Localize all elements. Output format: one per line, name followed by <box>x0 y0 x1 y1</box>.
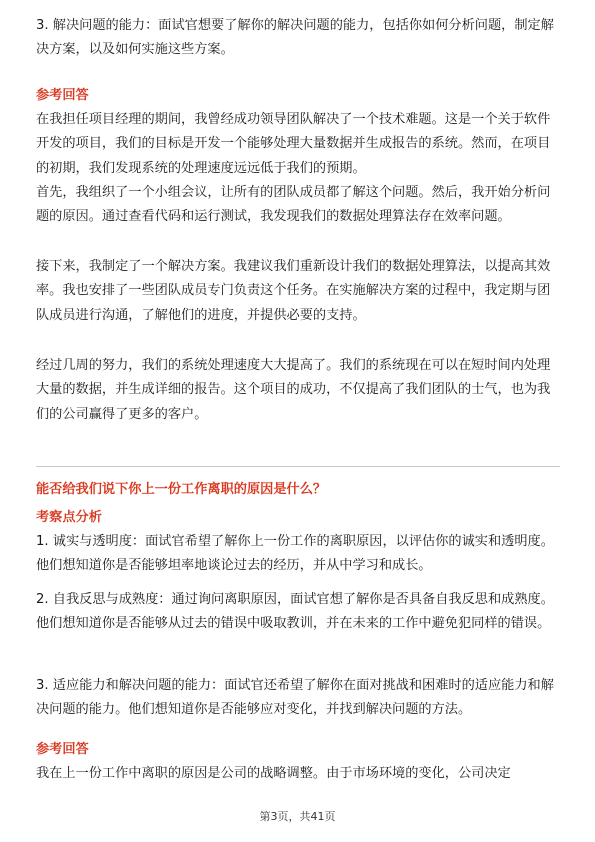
question-heading: 能否给我们说下你上一份工作离职的原因是什么？ <box>36 482 327 497</box>
criterion-item-3: 3. 解决问题的能力：面试官想要了解你的解决问题的能力，包括你如何分析问题，制定解决方案，以及如何实施这些方案。 <box>36 18 554 58</box>
page-footer: 第3页，共41页 <box>259 810 336 823</box>
analysis-item-2: 2. 自我反思与成熟度：通过询问离职原因，面试官想了解你是否具备自我反思和成熟度。他们想知道你是否能够从过去的错误中吸取教训，并在未来的工作中避免犯同样的错误。 <box>36 592 554 632</box>
answer-paragraph-1: 在我担任项目经理的期间，我曾经成功领导团队解决了一个技术难题。这是一个关于软件开发的项目，我们的目标是开发一个能够处理大量数据并生成报告的系统。然而，在项目的初期，我们发现系统的处理速度远远低于我们的预期。 <box>36 112 551 176</box>
reference-answer-heading-2: 参考回答 <box>36 742 89 757</box>
section-divider <box>36 466 560 467</box>
answer2-paragraph-1: 我在上一份工作中离职的原因是公司的战略调整。由于市场环境的变化，公司决定 <box>36 766 511 781</box>
analysis-heading: 考察点分析 <box>36 510 102 525</box>
reference-answer-heading: 参考回答 <box>36 88 89 103</box>
answer-paragraph-4: 经过几周的努力，我们的系统处理速度大大提高了。我们的系统现在可以在短时间内处理大量的数据，并生成详细的报告。这个项目的成功，不仅提高了我们团队的士气，也为我们的公司赢得了更多的客户。 <box>36 358 551 422</box>
answer-paragraph-3: 接下来，我制定了一个解决方案。我建议我们重新设计我们的数据处理算法，以提高其效率。我也安排了一些团队成员专门负责这个任务。在实施解决方案的过程中，我定期与团队成员进行沟通，了解他们的进度，并提供必要的支持。 <box>36 259 551 323</box>
answer-paragraph-2: 首先，我组织了一个小组会议，让所有的团队成员都了解这个问题。然后，我开始分析问题的原因。通过查看代码和运行测试，我发现我们的数据处理算法存在效率问题。 <box>36 185 551 225</box>
analysis-item-1: 1. 诚实与透明度：面试官希望了解你上一份工作的离职原因，以评估你的诚实和透明度。他们想知道你是否能够坦率地谈论过去的经历，并从中学习和成长。 <box>36 534 554 574</box>
analysis-item-3: 3. 适应能力和解决问题的能力：面试官还希望了解你在面对挑战和困难时的适应能力和解决问题的能力。他们想知道你是否能够应对变化，并找到解决问题的方法。 <box>36 678 554 718</box>
